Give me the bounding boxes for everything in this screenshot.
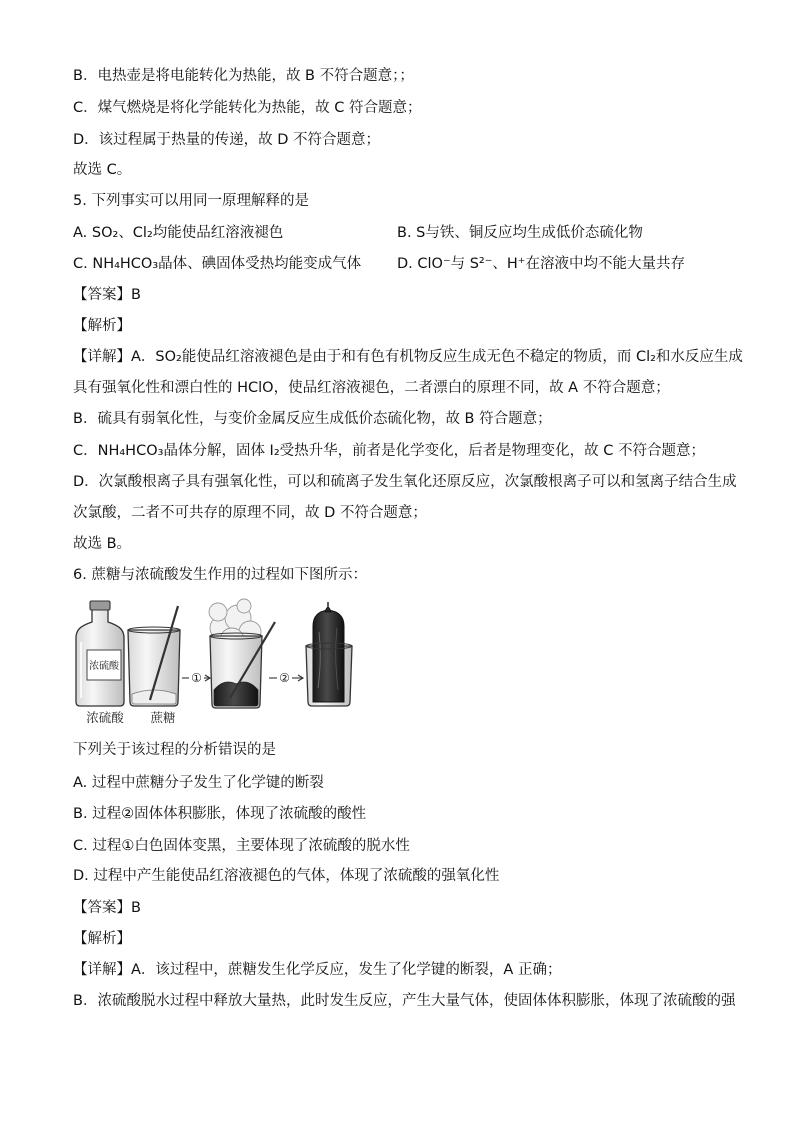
q6-option-c: C. 过程①白色固体变黑，主要体现了浓硫酸的脱水性: [73, 838, 410, 854]
q5-option-c: C. NH₄HCO₃晶体、碘固体受热均能变成气体: [73, 256, 362, 272]
q6-option-b: B. 过程②固体体积膨胀，体现了浓硫酸的酸性: [73, 806, 367, 822]
q5-answer: 【答案】B: [73, 287, 141, 303]
carbon-column: [313, 610, 344, 702]
q5-analysis-heading: 【解析】: [73, 318, 131, 334]
reaction-arrow-1: [182, 671, 210, 685]
q6-explanation-line: B．浓硫酸脱水过程中释放大量热，此时发生反应，产生大量气体，使固体体积膨胀，体现了浓硫酸的强: [73, 993, 736, 1009]
q5-explanation-line: 【详解】A．SO₂能使品红溶液褪色是由于和有色有机物反应生成无色不稳定的物质，而 Cl₂和水反应生成: [73, 349, 743, 365]
step-1-label: ①: [191, 671, 202, 685]
q5-explanation-line: C．NH₄HCO₃晶体分解，固体 I₂受热升华，前者是化学变化，后者是物理变化，故 C 不符合题意；: [73, 443, 705, 459]
sugar-acid-figure: [72, 598, 362, 730]
beaker-sugar: [128, 606, 180, 706]
reagent-bottle: [76, 601, 124, 706]
q5-conclusion: 故选 B。: [73, 536, 132, 552]
q6-option-d: D. 过程中产生能使品红溶液褪色的气体，体现了浓硫酸的强氧化性: [73, 868, 500, 884]
q6-explanation-line: 【详解】A．该过程中，蔗糖发生化学反应，发生了化学键的断裂，A 正确；: [73, 962, 562, 978]
q6-stem: 6. 蔗糖与浓硫酸发生作用的过程如下图所示：: [73, 567, 367, 583]
q5-explanation-line: D．次氯酸根离子具有强氧化性，可以和硫离子发生氧化还原反应，次氯酸根离子可以和氢离子结合生成: [73, 474, 737, 490]
caption-acid: 浓硫酸: [86, 710, 124, 725]
q5-explanation-line: 次氯酸，二者不可共存的原理不同，故 D 不符合题意；: [73, 505, 427, 521]
q6-prompt: 下列关于该过程的分析错误的是: [73, 742, 276, 758]
prev-answer-line-b: B．电热壶是将电能转化为热能，故 B 不符合题意；；: [73, 68, 414, 84]
beaker-expanded: [306, 602, 352, 706]
sugar-solid: [132, 690, 176, 704]
q5-option-b: B. S与铁、铜反应均生成低价态硫化物: [397, 225, 643, 241]
reaction-arrow-2: [269, 671, 303, 685]
q6-option-a: A. 过程中蔗糖分子发生了化学键的断裂: [73, 775, 324, 791]
q5-stem: 5. 下列事实可以用同一原理解释的是: [73, 193, 309, 209]
bottle-cap: [90, 601, 110, 610]
caption-sugar: 蔗糖: [150, 710, 176, 725]
q5-option-d: D. ClO⁻与 S²⁻、H⁺在溶液中均不能大量共存: [397, 256, 685, 272]
q5-explanation-line: B．硫具有弱氧化性，与变价金属反应生成低价态硫化物，故 B 符合题意；: [73, 411, 552, 427]
beaker-reacting: [209, 599, 275, 708]
prev-answer-line-c: C．煤气燃烧是将化学能转化为热能，故 C 符合题意；: [73, 100, 422, 116]
prev-answer-line-d: D．该过程属于热量的传递，故 D 不符合题意；: [73, 132, 381, 148]
q6-answer: 【答案】B: [73, 900, 141, 916]
step-2-label: ②: [279, 671, 290, 685]
prev-answer-conclusion: 故选 C。: [73, 162, 132, 178]
q6-analysis-heading: 【解析】: [73, 931, 131, 947]
q5-option-a: A. SO₂、Cl₂均能使品红溶液褪色: [73, 225, 284, 241]
bottle-label-text: 浓硫酸: [89, 661, 119, 672]
q5-explanation-line: 具有强氧化性和漂白性的 HClO，使品红溶液褪色，二者漂白的原理不同，故 A 不符合题意；: [73, 380, 670, 396]
black-solid: [214, 682, 258, 706]
